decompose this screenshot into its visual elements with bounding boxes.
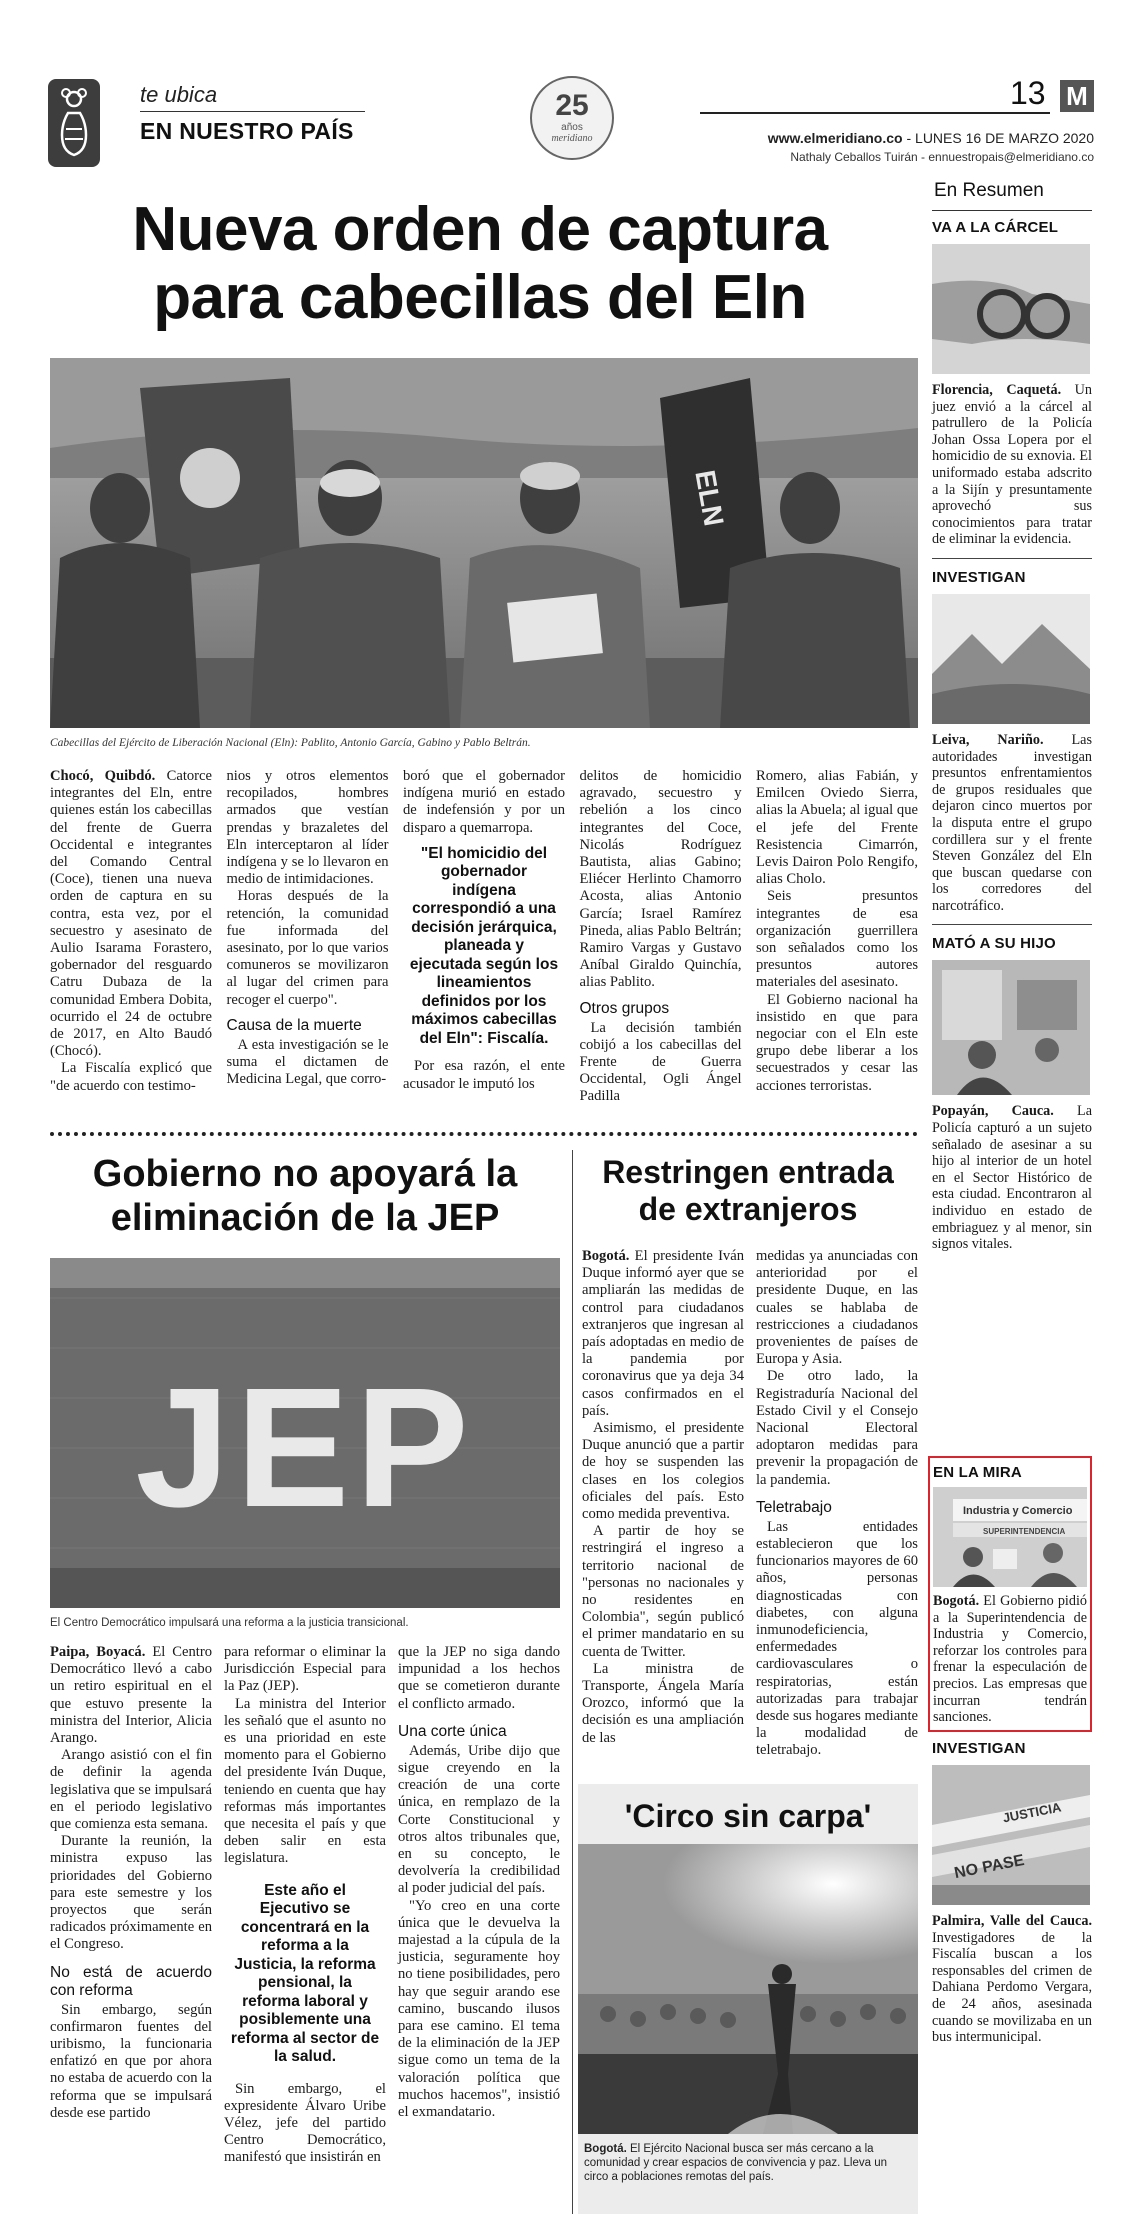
- sidebar-divider: [932, 924, 1092, 925]
- foreigners-col1-p1: [582, 1248, 744, 1420]
- sidebar-item-head: INVESTIGAN: [932, 1740, 1026, 1757]
- tape-text-2: JUSTICIA: [1001, 1799, 1063, 1826]
- circus-headline: 'Circo sin carpa': [624, 1798, 872, 1834]
- jep-subhead-reform: No está de acuerdo con reforma: [50, 1963, 212, 1999]
- brand-logo-letter: M: [1066, 81, 1088, 111]
- eln-leaders-photo-art: [50, 358, 918, 728]
- sidebar-item-dateline: Popayán, Cauca.: [932, 1103, 1054, 1120]
- sidebar-divider: [932, 558, 1092, 559]
- main-col-3: [403, 768, 565, 1148]
- sidebar-item-body: Investigadores de la Fiscalía buscan a los responsables del crimen de Dahiana Perdomo Vergara, de 24 años, asesinada cuando se movilizaba en un bus intermunicipal.: [932, 1929, 1092, 2046]
- jep-col1-p1: [50, 1644, 212, 1747]
- brand-logo: [1060, 80, 1094, 112]
- header-rule: [700, 112, 1050, 114]
- circus-photo-art: [578, 1844, 918, 2134]
- jep-headline-line1: Gobierno no apoyará la: [92, 1153, 518, 1195]
- sidebar-item-body: Un juez envió a la cárcel al patrullero de la Policía Johan Ossa Lopera por el homicidio de su exnovia. El uniformado estaba adscrito a la Sijín y presuntamente aprovechó sus conocimientos para tratar de eliminar la evidencia.: [932, 382, 1092, 548]
- foreigners-col-1: [582, 1248, 744, 1768]
- section-logo-box: [48, 79, 100, 167]
- main-col3-p2: Por esa razón, el ente acusador le imputó los: [403, 1058, 565, 1092]
- sidebar-item-dateline: Leiva, Nariño.: [932, 731, 1044, 748]
- tape-text: NO PASE: [952, 1851, 1026, 1883]
- handcuffs-icon: [932, 244, 1090, 374]
- main-headline: [40, 196, 920, 332]
- date-separator: -: [906, 130, 916, 146]
- sidebar-highlight-box: [928, 1456, 1092, 1732]
- main-col2-p3: A esta investigación se le suma el dictamen de Medicina Legal, que corro-: [226, 1036, 389, 1088]
- main-col1-p1-text: Catorce integrantes del Eln, entre quienes están los cabecillas del frente de Guerra Occidental e integrantes del Comando Central (Coce), tienen una nueva orden de captura en su contra, esta vez, por el secuestro y asesinato de Aulio Isarama Forastero, gobernador del resguardo Catru Dubaza de la comunidad Embera Dobita, ocurrido el 24 de octubre de 2017, en Alto Baudó (Chocó).: [50, 768, 212, 1060]
- main-subhead-cause: Causa de la muerte: [226, 1016, 362, 1034]
- circus-box: [578, 1784, 918, 2214]
- main-col5-p3: El Gobierno nacional ha insistido en que para negociar con el Eln este grupo debe liberar a los secuestrados y cesar las acciones terroristas.: [756, 991, 918, 1094]
- sidebar-item-dateline: Palmira, Valle del Cauca.: [932, 1913, 1092, 1929]
- issue-date: LUNES 16 DE MARZO 2020: [915, 130, 1094, 146]
- main-pullquote: "El homicidio del gobernador indígena correspondió a una decisión jerárquica, planeada y ejecutada según los lineamientos definidos por los máximos cabecillas del Eln": Fiscalía.: [409, 844, 559, 1047]
- foreigners-col2-p1: medidas ya anunciadas con anterioridad por el presidente Duque, en las cuales se hablaba de restricciones a ciudadanos provenientes de países de Europa y Asia.: [756, 1248, 918, 1368]
- main-col3-p1: boró que el gobernador indígena murió en estado de indefensión y por un disparo a quemarropa.: [403, 768, 565, 836]
- anniversary-seal: [530, 76, 614, 160]
- sidebar-item-body: La Policía capturó a un sujeto señalado de asesinar a su hijo al interior de un hotel en el Sector Histórico de esta ciudad. Encontraron al individuo en estado de embriaguez y al menor, sin signos vitales.: [932, 1103, 1092, 1253]
- foreigners-col-2: [756, 1248, 918, 1768]
- foreigners-col1-p3: A partir de hoy se restringirá el ingreso a territorio nacional de "personas no nacionales y no residentes en Colombia", según publicó el primer mandatario en su cuenta de Twitter.: [582, 1523, 744, 1660]
- section-kicker-rule: [140, 111, 365, 112]
- main-col4-p1: delitos de homicidio agravado, secuestro y rebelión a los cinco integrantes del Coce, Nicolás Rodríguez Bautista, alias Gabino; Eliécer Herlinto Chamorro Acosta, alias Antonio García; Israel Ramírez Pineda, alias Pablo Beltrán; Ramiro Vargas y Gustavo Aníbal Giraldo Quinchía, alias Pablito.: [579, 768, 742, 991]
- sidebar-title: En Resumen: [934, 180, 1044, 201]
- main-col-1: [50, 768, 212, 1148]
- foreigners-col1-p4: La ministra de Transporte, Ángela María Orozco, informó que la decisión es una ampliación de las: [582, 1660, 744, 1746]
- circus-caption: [584, 2142, 912, 2184]
- main-col1-p2: La Fiscalía explicó que "de acuerdo con testimo-: [50, 1060, 212, 1094]
- website[interactable]: www.elmeridiano.co: [767, 130, 903, 146]
- main-headline-line2: para cabecillas del Eln: [153, 263, 807, 332]
- jep-photo-caption: El Centro Democrático impulsará una reforma a la justicia transicional.: [50, 1617, 409, 1629]
- mountains-icon: [932, 594, 1090, 724]
- sidebar-item-head: MATÓ A SU HIJO: [932, 935, 1056, 953]
- jep-dateline: Paipa, Boyacá.: [50, 1644, 146, 1660]
- sidebar-item-last: [932, 1740, 1092, 2046]
- jep-col1-p4: Sin embargo, según confirmaron fuentes del uribismo, la funcionaria enfatizó en que por ahora no estaba de acuerdo con la reforma que se impulsará desde ese partido: [50, 2001, 212, 2121]
- main-col-5: [756, 768, 918, 1148]
- anniversary-brand: meridiano: [551, 133, 593, 144]
- main-photo-caption: Cabecillas del Ejército de Liberación Nacional (Eln): Pablito, Antonio García, Gabino y Pablo Beltrán.: [50, 737, 531, 749]
- jep-col3-p3: "Yo creo en una corte única que le devuelva la majestad a la cúpula de la justicia, seguramente hoy no tiene posibilidades, pero hay que seguir arando ese camino, buscando ilusos para ese camino. El tema de la eliminación de la JEP sigue como un tema de la valoración política que muchos hacemos", insistió el exmandatario.: [398, 1897, 560, 2121]
- circus-caption-dateline: Bogotá.: [584, 2143, 627, 2155]
- main-subhead-groups: Otros grupos: [579, 999, 670, 1017]
- jep-col2-p3: Sin embargo, el expresidente Álvaro Uribe Vélez, jefe del partido Centro Democrático, manifestó que insistirán en: [224, 2080, 386, 2166]
- page-number: 13: [1010, 75, 1046, 111]
- foreigners-headline: [578, 1154, 918, 1228]
- jep-col-1: [50, 1644, 212, 2214]
- hotel-scene-icon: [932, 960, 1090, 1095]
- anniversary-number: 25: [555, 89, 589, 122]
- main-story-columns: [50, 768, 918, 1148]
- main-headline-line1: Nueva orden de captura: [132, 195, 828, 264]
- foreigners-col2-p3: Las entidades establecieron que los funcionarios mayores de 60 años, personas diagnosticadas con diabetes, con alguna inmunodeficiencia, enfermedades cardiovasculares o respiratorias, están autorizadas para trabajar desde sus hogares mediante la modalidad de teletrabajo.: [756, 1518, 918, 1759]
- jep-col1-p1-text: El Centro Democrático llevó a cabo un retiro espiritual en el que estuvo presente la ministra del Interior, Alicia Arango.: [50, 1644, 213, 1747]
- superintendencia-photo: [933, 1487, 1087, 1587]
- foreigners-col2-p2: De otro lado, la Registraduría Nacional del Estado Civil y el Consejo Nacional Electoral adoptaron medidas para prevenir la propagación de la pandemia.: [756, 1368, 918, 1488]
- jep-col2-p2: La ministra del Interior les señaló que el asunto no es una prioridad en este momento para el Gobierno del presidente Iván Duque, teniendo en cuenta que hay reformas más importantes que necesita el país y que deben salir en esta legislatura.: [224, 1695, 386, 1867]
- jep-sign-photo-art: [50, 1258, 560, 1608]
- main-col2-p2: Horas después de la retención, la comunidad fue informada del asesinato, por lo que varios comuneros se movilizaron al lugar del crimen para recoger el cuerpo".: [226, 888, 389, 1008]
- main-col5-p2: Seis presuntos integrantes de esa organización guerrillera son señalados como los presuntos autores materiales del asesinato.: [756, 888, 918, 991]
- sign-line1: Industria y Comercio: [963, 1505, 1073, 1517]
- eln-flag-text: ELN: [689, 467, 730, 529]
- dateline-bar: [700, 130, 1094, 146]
- jep-col1-p3: Durante la reunión, la ministra expuso las prioridades del Gobierno para este semestre y los proyectos que serán radicados próximamente en el Congreso.: [50, 1833, 212, 1953]
- jep-headline-line2: eliminación de la JEP: [110, 1197, 500, 1239]
- foreigners-col1-p2: Asimismo, el presidente Duque anunció que a partir de hoy se suspenden las clases en los colegios oficiales del país. Esto como medida preventiva.: [582, 1420, 744, 1523]
- sidebar-title-rule: [932, 210, 1092, 211]
- main-col2-p1: nios y otros elementos recopilados, hombres armados que vestían prendas y brazaletes del Eln interceptaron al líder indígena y se lo llevaron en medio de intimidaciones.: [226, 768, 389, 888]
- sidebar-item-body: Las autoridades investigan presuntos enfrentamientos de grupos residuales que dejaron cinco muertos por la disputa entre el grupo cordillera sur y el frente Steven González del Eln que buscan quedarse con los corredores del narcotráfico.: [932, 731, 1093, 914]
- main-story-divider: [50, 1132, 918, 1136]
- jep-pullquote: Este año el Ejecutivo se concentrará en la reforma a la Justicia, la reforma pensional, la reforma laboral y posiblemente una reforma al sector de la salud.: [230, 1881, 380, 2066]
- jep-col3-p2: Además, Uribe dijo que sigue creyendo en la creación de una corte única, en remplazo de la Corte Constitucional y otros altos tribunales que, en su concepto, le devolvería la credibilidad al poder judicial del país.: [398, 1742, 560, 1897]
- sidebar-item-body: El Gobierno pidió a la Superintendencia de Industria y Comercio, reforzar los controles para frenar la especulación de precios. Las empresas que incurran tendrán sanciones.: [933, 1593, 1088, 1726]
- jep-sign-text: JEP: [135, 1353, 475, 1543]
- crime-tape-photo: [932, 1765, 1090, 1905]
- jep-story-columns: [50, 1644, 560, 2214]
- sidebar-item-head: INVESTIGAN: [932, 568, 1026, 586]
- jep-subhead-court: Una corte única: [398, 1722, 507, 1740]
- foreigners-story-columns: [582, 1248, 918, 1768]
- jep-sign-photo: [50, 1258, 560, 1608]
- sidebar-item-head: EN LA MIRA: [933, 1464, 1022, 1481]
- main-col-2: [227, 768, 389, 1148]
- foreigners-dateline: Bogotá.: [582, 1248, 630, 1264]
- main-dateline: Chocó, Quibdó.: [50, 768, 156, 784]
- jep-col1-p2: Arango asistió con el fin de definir la agenda legislativa que se impulsará en el periodo legislativo que comienza esta semana.: [50, 1747, 212, 1833]
- foreigners-headline-line1: Restringen entrada: [602, 1154, 894, 1190]
- crime-tape-icon: [932, 1765, 1090, 1905]
- sidebar-item-text: [932, 1103, 1092, 1252]
- eln-leaders-photo: [50, 358, 918, 728]
- jep-headline: [40, 1152, 570, 1240]
- byline: Nathaly Ceballos Tuirán - ennuestropais@elmeridiano.co: [790, 150, 1094, 164]
- sidebar-item-text: [932, 732, 1092, 915]
- circus-caption-text: El Ejército Nacional busca ser más cercano a la comunidad y crear espacios de convivencia y paz. Lleva un circo a poblaciones remotas del país.: [584, 2143, 888, 2183]
- sidebar-item-text: [932, 1913, 1092, 2046]
- sidebar-item-text: [933, 1593, 1087, 1726]
- lower-vertical-divider: [572, 1150, 573, 2214]
- jep-col-3: [398, 1644, 560, 2214]
- section-title: EN NUESTRO PAÍS: [140, 118, 354, 144]
- jep-col3-p1: que la JEP no siga dando impunidad a los hechos que se cometieron durante el conflicto armado.: [398, 1644, 560, 1712]
- circus-photo: [578, 1844, 918, 2134]
- foreigners-subhead-telework: Teletrabajo: [756, 1498, 832, 1516]
- foreigners-col1-p1-text: El presidente Iván Duque informó ayer que se ampliarán las medidas de control para ciudadanos extranjeros que ingresan al país adoptadas en medio de la pandemia por coronavirus que ya deja 34 casos confirmados en el país.: [582, 1248, 744, 1419]
- mountains-photo: [932, 594, 1090, 724]
- vase-icon: [48, 79, 100, 167]
- handcuffs-photo: [932, 244, 1090, 374]
- sign-line2: SUPERINTENDENCIA: [983, 1527, 1066, 1536]
- jep-col-2: [224, 1644, 386, 2214]
- main-col1-p1: [50, 768, 212, 1060]
- main-col4-p2: La decisión también cobijó a los cabecillas del Frente de Guerra Occidental, Ogli Ángel Padilla: [579, 1019, 742, 1105]
- superintendencia-icon: [933, 1487, 1087, 1587]
- foreigners-headline-line2: de extranjeros: [638, 1191, 858, 1227]
- sidebar-item-text: [932, 382, 1092, 548]
- hotel-photo: [932, 960, 1090, 1095]
- sidebar-item-dateline: Bogotá.: [933, 1593, 980, 1609]
- sidebar-item-head: VA A LA CÁRCEL: [932, 219, 1059, 236]
- section-kicker: te ubica: [140, 82, 218, 107]
- jep-col2-p1: para reformar o eliminar la Jurisdicción Especial para la Paz (JEP).: [224, 1644, 386, 1695]
- anniversary-text: años: [561, 122, 583, 133]
- main-col-4: [580, 768, 742, 1148]
- main-col5-p1: Romero, alias Fabián, y Emilcen Oviedo Sierra, alias la Abuela; al igual que el jefe del Frente Resistencia Cimarrón, Levis Dairon Polo Rengifo, alias Cholo.: [756, 768, 918, 888]
- sidebar-item-dateline: Florencia, Caquetá.: [932, 382, 1062, 398]
